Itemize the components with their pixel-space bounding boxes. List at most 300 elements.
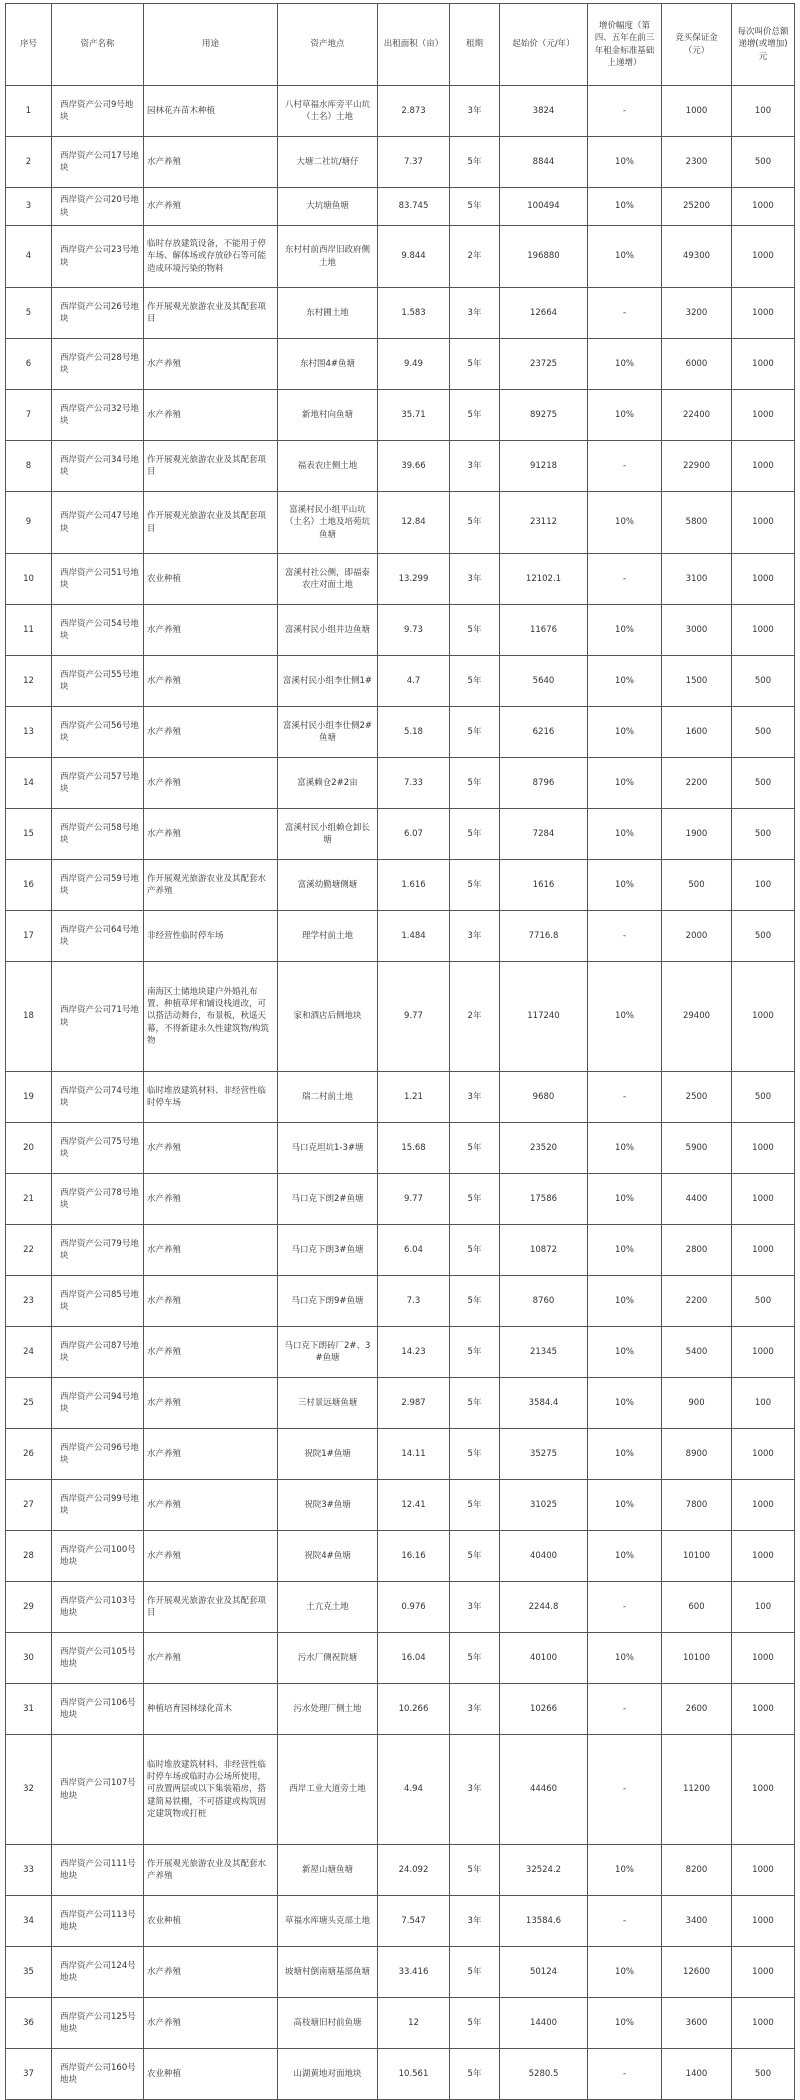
cell-increase: - xyxy=(588,86,662,137)
header-seq: 序号 xyxy=(6,4,52,86)
cell-seq: 23 xyxy=(6,1276,52,1327)
cell-use: 农业种植 xyxy=(144,1896,278,1947)
cell-bid-step: 1000 xyxy=(732,554,795,605)
cell-use: 农业种植 xyxy=(144,2049,278,2100)
cell-seq: 8 xyxy=(6,441,52,492)
cell-deposit: 11200 xyxy=(662,1735,732,1845)
cell-deposit: 5900 xyxy=(662,1123,732,1174)
cell-term: 5年 xyxy=(450,1531,500,1582)
cell-use: 农业种植 xyxy=(144,554,278,605)
table-row xyxy=(6,1735,795,1845)
cell-bid-step: 1000 xyxy=(732,226,795,288)
table-row xyxy=(6,1072,795,1123)
cell-start-price: 3824 xyxy=(500,86,588,137)
cell-asset-name: 西岸资产公司125号地块 xyxy=(52,1998,144,2049)
cell-deposit: 3100 xyxy=(662,554,732,605)
cell-area: 9.73 xyxy=(378,605,450,656)
cell-area: 13.299 xyxy=(378,554,450,605)
cell-location: 富溪村民小组井边鱼塘 xyxy=(278,605,378,656)
cell-increase: 10% xyxy=(588,1429,662,1480)
cell-deposit: 25200 xyxy=(662,188,732,226)
table-row xyxy=(6,1378,795,1429)
cell-term: 5年 xyxy=(450,809,500,860)
cell-area: 7.33 xyxy=(378,758,450,809)
cell-use: 水产养殖 xyxy=(144,188,278,226)
cell-asset-name: 西岸资产公司107号地块 xyxy=(52,1735,144,1845)
cell-deposit: 1400 xyxy=(662,2049,732,2100)
cell-use: 水产养殖 xyxy=(144,656,278,707)
cell-bid-step: 1000 xyxy=(732,441,795,492)
table-row xyxy=(6,809,795,860)
cell-start-price: 6216 xyxy=(500,707,588,758)
cell-term: 2年 xyxy=(450,962,500,1072)
cell-location: 污水厂侧祝院塘 xyxy=(278,1633,378,1684)
cell-location: 富溪村民小组赖仓卸长塘 xyxy=(278,809,378,860)
cell-term: 5年 xyxy=(450,492,500,554)
cell-seq: 36 xyxy=(6,1998,52,2049)
cell-use: 水产养殖 xyxy=(144,758,278,809)
table-row xyxy=(6,911,795,962)
table-row xyxy=(6,188,795,226)
cell-bid-step: 500 xyxy=(732,911,795,962)
cell-bid-step: 1000 xyxy=(732,1998,795,2049)
cell-term: 5年 xyxy=(450,1378,500,1429)
cell-area: 24.092 xyxy=(378,1845,450,1896)
cell-start-price: 12664 xyxy=(500,288,588,339)
cell-start-price: 13584.6 xyxy=(500,1896,588,1947)
cell-start-price: 23112 xyxy=(500,492,588,554)
cell-area: 12 xyxy=(378,1998,450,2049)
cell-use: 水产养殖 xyxy=(144,1378,278,1429)
cell-seq: 18 xyxy=(6,962,52,1072)
cell-deposit: 500 xyxy=(662,860,732,911)
cell-asset-name: 西岸资产公司58号地块 xyxy=(52,809,144,860)
cell-location: 富溪村民小组李仕侧2#鱼塘 xyxy=(278,707,378,758)
table-body xyxy=(6,86,795,2100)
cell-location: 马口克坦坑1-3#塘 xyxy=(278,1123,378,1174)
cell-location: 祝院3#鱼塘 xyxy=(278,1480,378,1531)
cell-deposit: 29400 xyxy=(662,962,732,1072)
cell-term: 5年 xyxy=(450,1225,500,1276)
cell-use: 作开展观光旅游农业及其配套水产养殖 xyxy=(144,860,278,911)
cell-term: 5年 xyxy=(450,1327,500,1378)
cell-deposit: 6000 xyxy=(662,339,732,390)
cell-increase: - xyxy=(588,1896,662,1947)
cell-area: 6.04 xyxy=(378,1225,450,1276)
table-row xyxy=(6,656,795,707)
cell-use: 种植培育园林绿化苗木 xyxy=(144,1684,278,1735)
cell-increase: 10% xyxy=(588,492,662,554)
cell-area: 35.71 xyxy=(378,390,450,441)
cell-bid-step: 1000 xyxy=(732,1327,795,1378)
cell-seq: 35 xyxy=(6,1947,52,1998)
header-start-price: 起始价（元/年） xyxy=(500,4,588,86)
cell-area: 15.68 xyxy=(378,1123,450,1174)
cell-area: 39.66 xyxy=(378,441,450,492)
cell-term: 5年 xyxy=(450,1480,500,1531)
cell-area: 16.04 xyxy=(378,1633,450,1684)
cell-asset-name: 西岸资产公司55号地块 xyxy=(52,656,144,707)
cell-bid-step: 1000 xyxy=(732,288,795,339)
cell-seq: 16 xyxy=(6,860,52,911)
cell-term: 5年 xyxy=(450,758,500,809)
table-row xyxy=(6,707,795,758)
cell-asset-name: 西岸资产公司47号地块 xyxy=(52,492,144,554)
cell-start-price: 12102.1 xyxy=(500,554,588,605)
cell-asset-name: 西岸资产公司99号地块 xyxy=(52,1480,144,1531)
table-row xyxy=(6,554,795,605)
cell-increase: - xyxy=(588,1684,662,1735)
cell-start-price: 7716.8 xyxy=(500,911,588,962)
cell-area: 7.37 xyxy=(378,137,450,188)
cell-deposit: 600 xyxy=(662,1582,732,1633)
cell-increase: - xyxy=(588,2049,662,2100)
table-row xyxy=(6,2049,795,2100)
cell-seq: 17 xyxy=(6,911,52,962)
cell-bid-step: 1000 xyxy=(732,962,795,1072)
cell-deposit: 2200 xyxy=(662,758,732,809)
cell-term: 5年 xyxy=(450,1947,500,1998)
cell-bid-step: 1000 xyxy=(732,1735,795,1845)
cell-asset-name: 西岸资产公司64号地块 xyxy=(52,911,144,962)
table-row xyxy=(6,1845,795,1896)
cell-location: 福表农庄侧土地 xyxy=(278,441,378,492)
cell-start-price: 40100 xyxy=(500,1633,588,1684)
cell-start-price: 9680 xyxy=(500,1072,588,1123)
cell-term: 5年 xyxy=(450,188,500,226)
cell-increase: - xyxy=(588,441,662,492)
cell-asset-name: 西岸资产公司9号地块 xyxy=(52,86,144,137)
cell-use: 临时存放建筑设备，不能用于停车场、解体场或存放砂石等可能造成环境污染的物料 xyxy=(144,226,278,288)
cell-use: 水产养殖 xyxy=(144,1480,278,1531)
cell-area: 12.84 xyxy=(378,492,450,554)
cell-seq: 13 xyxy=(6,707,52,758)
cell-location: 八村草福水库旁平山坑（土名）土地 xyxy=(278,86,378,137)
cell-term: 5年 xyxy=(450,1123,500,1174)
table-row xyxy=(6,492,795,554)
cell-start-price: 14400 xyxy=(500,1998,588,2049)
cell-start-price: 21345 xyxy=(500,1327,588,1378)
cell-term: 5年 xyxy=(450,1633,500,1684)
cell-start-price: 1616 xyxy=(500,860,588,911)
table-row xyxy=(6,390,795,441)
table-row xyxy=(6,86,795,137)
cell-bid-step: 1000 xyxy=(732,1123,795,1174)
cell-start-price: 196880 xyxy=(500,226,588,288)
cell-seq: 21 xyxy=(6,1174,52,1225)
cell-asset-name: 西岸资产公司26号地块 xyxy=(52,288,144,339)
table-row xyxy=(6,1276,795,1327)
cell-term: 3年 xyxy=(450,288,500,339)
cell-bid-step: 500 xyxy=(732,137,795,188)
cell-term: 3年 xyxy=(450,1896,500,1947)
cell-seq: 4 xyxy=(6,226,52,288)
cell-term: 5年 xyxy=(450,390,500,441)
table-row xyxy=(6,1429,795,1480)
cell-term: 5年 xyxy=(450,137,500,188)
cell-use: 作开展观光旅游农业及其配套项目 xyxy=(144,441,278,492)
cell-bid-step: 100 xyxy=(732,1378,795,1429)
cell-increase: - xyxy=(588,911,662,962)
cell-deposit: 2500 xyxy=(662,1072,732,1123)
cell-term: 5年 xyxy=(450,2049,500,2100)
cell-use: 作开展观光旅游农业及其配套水产养殖 xyxy=(144,1845,278,1896)
table-row xyxy=(6,1684,795,1735)
cell-bid-step: 500 xyxy=(732,707,795,758)
cell-asset-name: 西岸资产公司87号地块 xyxy=(52,1327,144,1378)
cell-location: 东村圃土地 xyxy=(278,288,378,339)
cell-use: 水产养殖 xyxy=(144,1998,278,2049)
cell-bid-step: 500 xyxy=(732,809,795,860)
table-row xyxy=(6,1225,795,1276)
table-row xyxy=(6,1998,795,2049)
cell-asset-name: 西岸资产公司51号地块 xyxy=(52,554,144,605)
cell-seq: 27 xyxy=(6,1480,52,1531)
cell-term: 5年 xyxy=(450,1276,500,1327)
cell-area: 9.77 xyxy=(378,1174,450,1225)
cell-location: 马口克下朗2#鱼塘 xyxy=(278,1174,378,1225)
header-use: 用途 xyxy=(144,4,278,86)
cell-area: 6.07 xyxy=(378,809,450,860)
cell-location: 土亢克土地 xyxy=(278,1582,378,1633)
cell-use: 水产养殖 xyxy=(144,390,278,441)
cell-use: 临时堆放建筑材料、非经营性临时停车场 xyxy=(144,1072,278,1123)
header-bid-step: 每次叫价总额递增(或增加)元 xyxy=(732,4,795,86)
cell-start-price: 89275 xyxy=(500,390,588,441)
cell-use: 水产养殖 xyxy=(144,137,278,188)
cell-asset-name: 西岸资产公司113号地块 xyxy=(52,1896,144,1947)
cell-increase: 10% xyxy=(588,1225,662,1276)
cell-location: 富溪村社公侧，即福泰农庄对面土地 xyxy=(278,554,378,605)
cell-asset-name: 西岸资产公司103号地块 xyxy=(52,1582,144,1633)
cell-term: 3年 xyxy=(450,1684,500,1735)
cell-area: 14.11 xyxy=(378,1429,450,1480)
cell-seq: 30 xyxy=(6,1633,52,1684)
cell-area: 33.416 xyxy=(378,1947,450,1998)
cell-term: 5年 xyxy=(450,1174,500,1225)
table-row xyxy=(6,226,795,288)
cell-seq: 19 xyxy=(6,1072,52,1123)
cell-start-price: 10266 xyxy=(500,1684,588,1735)
cell-seq: 12 xyxy=(6,656,52,707)
table-row xyxy=(6,1633,795,1684)
cell-area: 12.41 xyxy=(378,1480,450,1531)
cell-increase: 10% xyxy=(588,1845,662,1896)
cell-seq: 20 xyxy=(6,1123,52,1174)
cell-bid-step: 1000 xyxy=(732,188,795,226)
cell-start-price: 11676 xyxy=(500,605,588,656)
cell-area: 0.976 xyxy=(378,1582,450,1633)
cell-area: 1.616 xyxy=(378,860,450,911)
cell-use: 水产养殖 xyxy=(144,1633,278,1684)
cell-asset-name: 西岸资产公司74号地块 xyxy=(52,1072,144,1123)
cell-asset-name: 西岸资产公司20号地块 xyxy=(52,188,144,226)
cell-term: 5年 xyxy=(450,1998,500,2049)
cell-increase: 10% xyxy=(588,188,662,226)
cell-seq: 11 xyxy=(6,605,52,656)
cell-bid-step: 1000 xyxy=(732,1896,795,1947)
cell-bid-step: 1000 xyxy=(732,390,795,441)
cell-deposit: 2600 xyxy=(662,1684,732,1735)
cell-deposit: 8200 xyxy=(662,1845,732,1896)
cell-start-price: 5640 xyxy=(500,656,588,707)
cell-asset-name: 西岸资产公司124号地块 xyxy=(52,1947,144,1998)
cell-asset-name: 西岸资产公司28号地块 xyxy=(52,339,144,390)
cell-increase: 10% xyxy=(588,1480,662,1531)
cell-bid-step: 100 xyxy=(732,860,795,911)
cell-term: 5年 xyxy=(450,339,500,390)
table-row xyxy=(6,441,795,492)
table-row xyxy=(6,1174,795,1225)
cell-start-price: 23520 xyxy=(500,1123,588,1174)
cell-increase: 10% xyxy=(588,226,662,288)
cell-asset-name: 西岸资产公司57号地块 xyxy=(52,758,144,809)
cell-deposit: 3400 xyxy=(662,1896,732,1947)
cell-location: 祝院4#鱼塘 xyxy=(278,1531,378,1582)
asset-lease-table xyxy=(5,3,795,2100)
cell-start-price: 8844 xyxy=(500,137,588,188)
cell-location: 马口克下朗3#鱼塘 xyxy=(278,1225,378,1276)
cell-asset-name: 西岸资产公司32号地块 xyxy=(52,390,144,441)
cell-use: 作开展观光旅游农业及其配套项目 xyxy=(144,288,278,339)
cell-area: 1.583 xyxy=(378,288,450,339)
cell-bid-step: 500 xyxy=(732,2049,795,2100)
cell-asset-name: 西岸资产公司79号地块 xyxy=(52,1225,144,1276)
cell-term: 5年 xyxy=(450,860,500,911)
cell-seq: 22 xyxy=(6,1225,52,1276)
cell-start-price: 117240 xyxy=(500,962,588,1072)
table-row xyxy=(6,1123,795,1174)
cell-term: 5年 xyxy=(450,656,500,707)
table-row xyxy=(6,1582,795,1633)
cell-use: 水产养殖 xyxy=(144,1531,278,1582)
cell-asset-name: 西岸资产公司23号地块 xyxy=(52,226,144,288)
header-asset-name: 资产名称 xyxy=(52,4,144,86)
cell-use: 水产养殖 xyxy=(144,707,278,758)
cell-area: 7.547 xyxy=(378,1896,450,1947)
cell-deposit: 1600 xyxy=(662,707,732,758)
cell-area: 2.873 xyxy=(378,86,450,137)
cell-deposit: 22400 xyxy=(662,390,732,441)
cell-increase: - xyxy=(588,1072,662,1123)
cell-seq: 24 xyxy=(6,1327,52,1378)
cell-deposit: 2200 xyxy=(662,1276,732,1327)
cell-area: 10.561 xyxy=(378,2049,450,2100)
cell-increase: 10% xyxy=(588,1327,662,1378)
cell-bid-step: 1000 xyxy=(732,1845,795,1896)
cell-deposit: 7800 xyxy=(662,1480,732,1531)
cell-location: 东村围4#鱼塘 xyxy=(278,339,378,390)
table-row xyxy=(6,1531,795,1582)
cell-start-price: 44460 xyxy=(500,1735,588,1845)
cell-term: 3年 xyxy=(450,441,500,492)
cell-location: 东村村前西岸旧政府侧土地 xyxy=(278,226,378,288)
cell-asset-name: 西岸资产公司111号地块 xyxy=(52,1845,144,1896)
cell-seq: 32 xyxy=(6,1735,52,1845)
cell-deposit: 2300 xyxy=(662,137,732,188)
cell-start-price: 32524.2 xyxy=(500,1845,588,1896)
cell-area: 9.77 xyxy=(378,962,450,1072)
cell-use: 临时堆放建筑材料、非经营性临时停车场或临时办公场所使用，可放置两层或以下集装箱房，搭建简易铁棚，不可搭建或构筑固定建筑物或打桩 xyxy=(144,1735,278,1845)
cell-increase: 10% xyxy=(588,339,662,390)
cell-increase: 10% xyxy=(588,860,662,911)
cell-deposit: 5800 xyxy=(662,492,732,554)
cell-increase: 10% xyxy=(588,1378,662,1429)
cell-location: 污水处理厂侧土地 xyxy=(278,1684,378,1735)
cell-deposit: 4400 xyxy=(662,1174,732,1225)
cell-area: 4.94 xyxy=(378,1735,450,1845)
cell-deposit: 3000 xyxy=(662,605,732,656)
table-row xyxy=(6,1896,795,1947)
cell-location: 理学村前土地 xyxy=(278,911,378,962)
cell-location: 新屋山塘鱼塘 xyxy=(278,1845,378,1896)
cell-seq: 25 xyxy=(6,1378,52,1429)
cell-location: 富溪赖仓2#2亩 xyxy=(278,758,378,809)
cell-location: 新地村向鱼塘 xyxy=(278,390,378,441)
cell-bid-step: 1000 xyxy=(732,605,795,656)
cell-increase: - xyxy=(588,1735,662,1845)
cell-area: 7.3 xyxy=(378,1276,450,1327)
cell-increase: 10% xyxy=(588,1531,662,1582)
cell-start-price: 5280.5 xyxy=(500,2049,588,2100)
header-row xyxy=(6,4,795,86)
table-row xyxy=(6,962,795,1072)
cell-area: 14.23 xyxy=(378,1327,450,1378)
cell-area: 10.266 xyxy=(378,1684,450,1735)
cell-asset-name: 西岸资产公司34号地块 xyxy=(52,441,144,492)
cell-seq: 3 xyxy=(6,188,52,226)
table-row xyxy=(6,288,795,339)
cell-asset-name: 西岸资产公司71号地块 xyxy=(52,962,144,1072)
cell-term: 3年 xyxy=(450,554,500,605)
cell-asset-name: 西岸资产公司106号地块 xyxy=(52,1684,144,1735)
cell-increase: - xyxy=(588,288,662,339)
cell-start-price: 23725 xyxy=(500,339,588,390)
cell-asset-name: 西岸资产公司54号地块 xyxy=(52,605,144,656)
cell-seq: 33 xyxy=(6,1845,52,1896)
cell-seq: 14 xyxy=(6,758,52,809)
cell-asset-name: 西岸资产公司59号地块 xyxy=(52,860,144,911)
cell-location: 家和酒店后侧地块 xyxy=(278,962,378,1072)
cell-use: 水产养殖 xyxy=(144,1225,278,1276)
cell-increase: 10% xyxy=(588,1947,662,1998)
header-term: 租期 xyxy=(450,4,500,86)
cell-term: 3年 xyxy=(450,1582,500,1633)
cell-seq: 7 xyxy=(6,390,52,441)
cell-seq: 15 xyxy=(6,809,52,860)
cell-bid-step: 1000 xyxy=(732,1947,795,1998)
cell-bid-step: 1000 xyxy=(732,492,795,554)
cell-use: 水产养殖 xyxy=(144,1947,278,1998)
cell-increase: 10% xyxy=(588,1174,662,1225)
cell-seq: 34 xyxy=(6,1896,52,1947)
cell-seq: 1 xyxy=(6,86,52,137)
cell-use: 水产养殖 xyxy=(144,1429,278,1480)
cell-asset-name: 西岸资产公司56号地块 xyxy=(52,707,144,758)
cell-bid-step: 500 xyxy=(732,656,795,707)
cell-seq: 29 xyxy=(6,1582,52,1633)
table-row xyxy=(6,758,795,809)
cell-start-price: 31025 xyxy=(500,1480,588,1531)
cell-deposit: 12600 xyxy=(662,1947,732,1998)
cell-location: 山湖黄地对面地块 xyxy=(278,2049,378,2100)
cell-bid-step: 500 xyxy=(732,1276,795,1327)
cell-use: 水产养殖 xyxy=(144,1123,278,1174)
cell-use: 水产养殖 xyxy=(144,1174,278,1225)
table-row xyxy=(6,860,795,911)
cell-location: 马口克下朗砖厂2#、3#鱼塘 xyxy=(278,1327,378,1378)
cell-area: 1.484 xyxy=(378,911,450,962)
